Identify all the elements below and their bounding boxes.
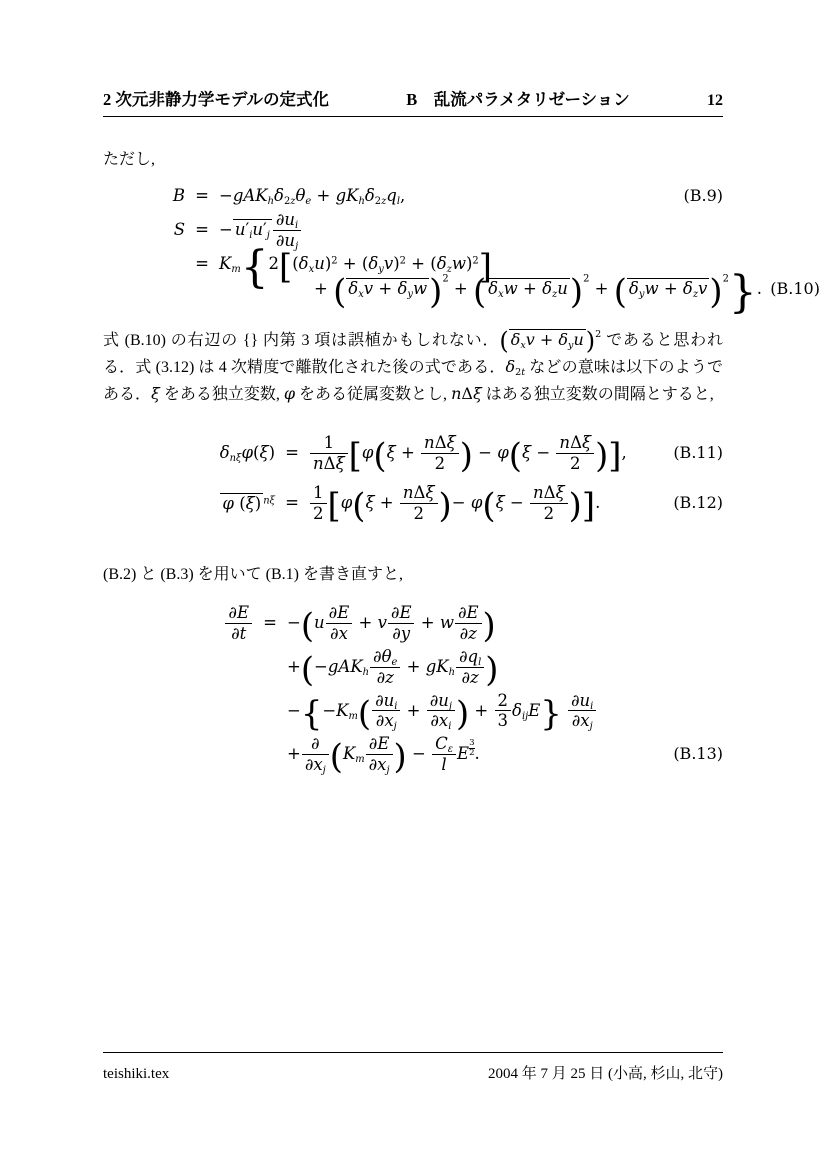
equation-row-b13-line4 <box>103 734 723 777</box>
eq-b11-tag: (B.11) <box>673 443 723 463</box>
equation-block-b13 <box>103 603 723 777</box>
eq-b10-tag: (B.10) <box>770 278 820 298</box>
equation-block-b11-b12 <box>103 433 723 525</box>
eq-b11-lhs: $\delta_{n\xi}\varphi(\xi)$ <box>219 442 275 465</box>
eq-s-relation: = <box>195 219 209 239</box>
equation-row-km <box>103 241 723 293</box>
page-number: 12 <box>707 92 723 109</box>
equation-row-b12 <box>103 484 723 523</box>
eq-b13-line1-rhs: −(u $\frac{\partial E}{\partial x}$ + v $\frac{\partial E}{\partial y}$ + w $\frac{\partial E}{\partial z}$ ) <box>287 603 496 646</box>
eq-b13-tag: (B.13) <box>673 744 723 764</box>
page-header <box>103 86 723 117</box>
intro-text: ただし, <box>103 151 156 168</box>
eq-b13-line4-rhs: + ∂ $\partial x_j$ ($K_m$ $\frac{\partial E}{\partial x_j}$ ) − $\frac{C_\varepsilon}{l}$ E $^{\frac{3}{2}}$ . <box>287 734 480 777</box>
eq-b9-tag: (B.9) <box>683 186 723 206</box>
eq-s-lhs: S <box>173 219 185 239</box>
eq-b11-rhs: 1 nΔξ [φ(ξ + nΔξ 2 ) − φ(ξ − nΔξ 2 )], <box>309 434 665 473</box>
eq-b12-lhs: φ (ξ) $^{n\xi}$ <box>222 493 275 513</box>
eq-b9-rhs: $-gAK_h\delta_{2z}\theta_e + gK_h\delta_{2z}q_l$, <box>219 185 406 208</box>
eq-km-relation: = <box>195 253 209 273</box>
equation-block-b9-b10 <box>103 185 820 319</box>
eq-s-rhs: − $u'_iu'_j$ $\frac{\partial u_i}{\partial u_j}$ <box>219 211 665 250</box>
eq-b13-lhs: $\frac{\partial E}{\partial t}$ <box>103 604 253 643</box>
eq-b12-rhs: $\frac{1}{2}$ [φ(ξ + nΔξ 2 )− φ(ξ − nΔξ 2 )]. <box>309 484 665 523</box>
eq-b9-lhs: B <box>172 185 185 205</box>
equation-row-b13-line2 <box>103 648 723 687</box>
equation-row-b13-line1 <box>103 603 723 646</box>
eq-b10-rhs: + ( $\delta_xv + \delta_yw)^2$ + ( $\delta_xw + \delta_zu)^2$ + ( $\delta_yw + \delta_zv)^2$}. <box>314 267 762 319</box>
page-footer <box>103 1052 723 1083</box>
equation-row-b13-line3 <box>103 692 723 731</box>
equation-row-s <box>103 211 723 250</box>
header-section-title-left: 2 次元非静力学モデルの定式化 <box>103 90 330 109</box>
eq-km-rhs: $K_m\{2[(\delta_xu)^2 + (\delta_yv)^2 + (\delta_zw)^2]$ <box>219 241 492 293</box>
equation-row-b11 <box>103 433 723 476</box>
paragraph-discretization-note: 式 (B.10) の右辺の {} 内第 3 項は誤植かもしれない．( $\delta_xv + \delta_yu)^2$ であると思われる．式 (3.12) は 4 次精度で離散化された後の式である．$\delta_{2t}$ などの意味は以下のようである．ξ をある独立変数, φ をある従属変数とし, nΔξ はある独立変数の間隔とすると, <box>103 327 723 404</box>
footer-date-authors: 2004 年 7 月 25 日 (小高, 杉山, 北守) <box>488 1066 723 1082</box>
eq-b12-relation: = <box>285 492 299 512</box>
eq-b9-relation: = <box>195 185 209 205</box>
eq-b11-relation: = <box>285 442 299 462</box>
eq-b13-line3-rhs: $-\{-K_m$( $\frac{\partial u_i}{\partial x_j}$ + $\frac{\partial u_j}{\partial x_i}$ ) + $\frac{2}{3}$ $\delta_{ij}E$} $\frac{\partial u_i}{\partial x_j}$ <box>287 692 665 731</box>
paragraph-rewrite-note: (B.2) と (B.3) を用いて (B.1) を書き直すと, <box>103 566 403 584</box>
footer-filename: teishiki.tex <box>103 1066 170 1082</box>
equation-row-b9 <box>103 187 723 206</box>
eq-b13-relation: = <box>263 613 277 633</box>
eq-b13-line2-rhs: +(−gAK$_h$ $\frac{\partial\theta_e}{\partial z}$ + $gK_h$ $\frac{\partial q_l}{\partial z}$ ) <box>287 646 499 689</box>
eq-b12-tag: (B.12) <box>673 492 723 512</box>
header-section-title-right: B 乱流パラメタリゼーション <box>406 90 630 109</box>
